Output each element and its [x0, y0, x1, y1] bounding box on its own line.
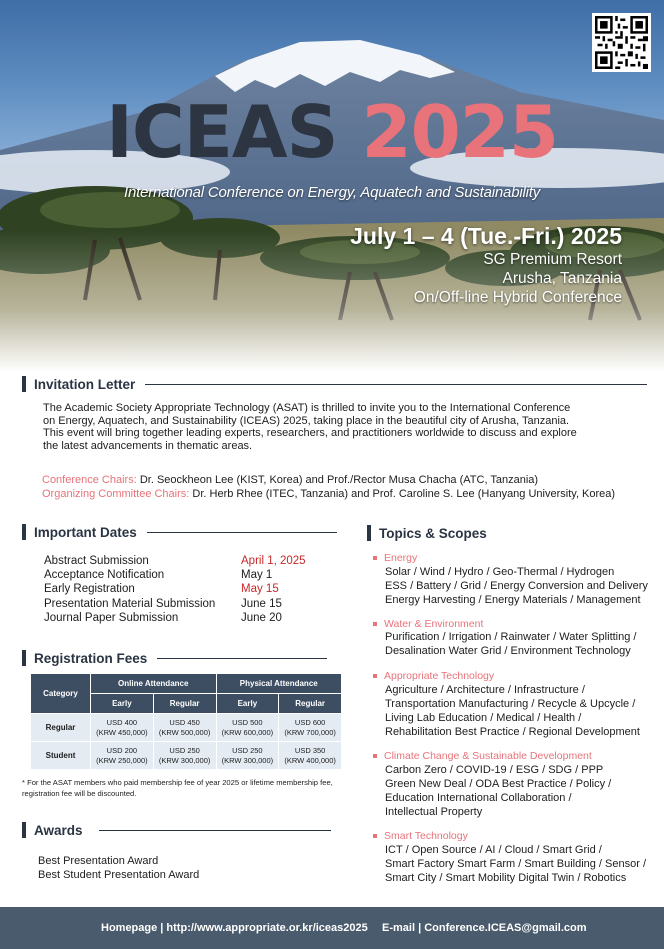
- topic-climate-lines: Carbon Zero / COVID-19 / ESG / SDG / PPP Green New Deal / ODA Best Practice / Policy / Education International Collaboration / Intellectual Property: [385, 764, 612, 818]
- header-category: Category: [31, 674, 91, 714]
- conference-chairs-label: Conference Chairs:: [42, 474, 137, 486]
- dates-heading: [22, 524, 337, 540]
- footer: [0, 907, 664, 949]
- awards-heading-text: Awards: [34, 822, 83, 838]
- header-regular: Regular: [279, 694, 342, 714]
- section-marker: [22, 650, 26, 666]
- topics-heading: [367, 525, 487, 541]
- invitation-line: This event will bring together leading experts, researchers, and practitioners worldwide to discuss and explore: [43, 427, 577, 439]
- date-row-journal: [44, 611, 282, 625]
- registration-fees-table: [30, 673, 342, 770]
- fee-cell: USD 600 (KRW 700,000): [279, 714, 342, 742]
- topic-climate-change: Climate Change & Sustainable Development: [373, 750, 592, 762]
- conference-chairs-names: Dr. Seockheon Lee (KIST, Korea) and Prof./Rector Musa Chacha (ATC, Tanzania): [136, 474, 539, 486]
- date-label: Presentation Material Submission: [44, 598, 216, 610]
- title-year: 2025: [361, 90, 558, 174]
- invitation-letter-body: [43, 402, 643, 452]
- award-item: Best Student Presentation Award: [38, 869, 200, 881]
- fee-discount-note: [22, 778, 357, 799]
- organizing-chairs-names: Dr. Herb Rhee (ITEC, Tanzania) and Prof. Caroline S. Lee (Hanyang University, Korea): [189, 488, 616, 500]
- topics-heading-text: Topics & Scopes: [379, 525, 487, 541]
- fee-cell: USD 250 (KRW 300,000): [216, 742, 279, 770]
- category-cell: Regular: [31, 714, 91, 742]
- invitation-line: The Academic Society Appropriate Technology (ASAT) is thrilled to invite you to the International Conference: [43, 402, 571, 414]
- award-item: Best Presentation Award: [38, 855, 159, 867]
- section-rule: [99, 830, 331, 831]
- hero-banner: [0, 0, 664, 372]
- qr-code[interactable]: [592, 13, 651, 72]
- header-regular: Regular: [153, 694, 216, 714]
- email-link[interactable]: E-mail | Conference.ICEAS@gmail.com: [382, 922, 587, 934]
- fee-cell: USD 500 (KRW 600,000): [216, 714, 279, 742]
- bullet-icon: [373, 674, 377, 678]
- homepage-link[interactable]: Homepage | http://www.appropriate.or.kr/iceas2025: [101, 922, 368, 934]
- bullet-icon: [373, 556, 377, 560]
- date-label: Early Registration: [44, 583, 135, 595]
- topic-energy: Energy: [373, 552, 417, 564]
- topic-smart-lines: ICT / Open Source / AI / Cloud / Smart Grid / Smart Factory Smart Farm / Smart Building / Sensor / Smart City / Smart Mobility Digital Twin / Robotics: [385, 844, 647, 884]
- table-row: [31, 742, 342, 770]
- invitation-heading-text: Invitation Letter: [34, 376, 136, 392]
- bullet-icon: [373, 622, 377, 626]
- fee-cell: USD 400 (KRW 450,000): [91, 714, 154, 742]
- date-value: May 15: [241, 583, 279, 595]
- title-name: ICEAS: [106, 90, 338, 174]
- section-marker: [22, 524, 26, 540]
- category-cell: Student: [31, 742, 91, 770]
- date-row-early-registration: [44, 582, 279, 596]
- bullet-icon: [373, 834, 377, 838]
- date-row-abstract: [44, 554, 306, 568]
- date-value: June 20: [241, 612, 282, 624]
- conference-title: [0, 92, 664, 172]
- topic-smart-technology: Smart Technology: [373, 830, 468, 842]
- date-row-presentation: [44, 597, 282, 611]
- section-marker: [22, 376, 26, 392]
- conference-venue: SG Premium Resort: [483, 251, 622, 268]
- fee-cell: USD 200 (KRW 250,000): [91, 742, 154, 770]
- organizing-chairs-label: Organizing Committee Chairs:: [42, 488, 190, 500]
- conference-location: Arusha, Tanzania: [502, 270, 622, 287]
- invitation-heading: [22, 376, 647, 392]
- topic-water-environment: Water & Environment: [373, 618, 483, 630]
- qr-code-icon: [595, 16, 648, 69]
- bullet-icon: [373, 754, 377, 758]
- topic-appropriate-lines: Agriculture / Architecture / Infrastructure / Transportation Manufacturing / Recycle & Upcycle / Living Lab Education / Medical / Health / Rehabilitation Best Practice / Regional Development: [385, 684, 640, 738]
- conference-subtitle: International Conference on Energy, Aquatech and Sustainability: [123, 184, 540, 201]
- date-value: June 15: [241, 598, 282, 610]
- section-marker: [22, 822, 26, 838]
- date-row-acceptance: [44, 568, 272, 582]
- topic-energy-lines: Solar / Wind / Hydro / Geo-Thermal / Hydrogen ESS / Battery / Grid / Energy Conversion and Delivery Energy Harvesting / Energy Materials / Management: [385, 566, 648, 606]
- fees-heading: [22, 650, 327, 666]
- date-label: Abstract Submission: [44, 555, 149, 567]
- table-row: [31, 714, 342, 742]
- section-rule: [157, 658, 327, 659]
- date-value: April 1, 2025: [241, 555, 306, 567]
- fee-note-line: * For the ASAT members who paid membership fee of year 2025 or lifetime membership fee,: [22, 778, 333, 787]
- conference-chairs: [42, 474, 538, 486]
- fee-note-line: registration fee will be discounted.: [22, 788, 137, 798]
- fee-cell: USD 350 (KRW 400,000): [279, 742, 342, 770]
- date-label: Journal Paper Submission: [44, 612, 179, 624]
- awards-heading: [22, 822, 331, 838]
- date-label: Acceptance Notification: [44, 569, 165, 581]
- section-rule: [145, 384, 647, 385]
- date-value: May 1: [241, 569, 273, 581]
- organizing-chairs: [42, 488, 615, 500]
- invitation-line: the latest advancements in thematic areas.: [43, 439, 253, 452]
- header-online: Online Attendance: [91, 674, 217, 694]
- header-early: Early: [91, 694, 154, 714]
- topic-water-lines: Purification / Irrigation / Rainwater / Water Splitting / Desalination Water Grid / Environment Technology: [385, 631, 637, 657]
- topic-appropriate-technology: Appropriate Technology: [373, 670, 494, 682]
- invitation-line: on Energy, Aquatech, and Sustainability (ICEAS) 2025, taking place in the beautiful city of Arusha, Tanzania.: [43, 414, 570, 427]
- section-rule: [147, 532, 337, 533]
- section-marker: [367, 525, 371, 541]
- dates-heading-text: Important Dates: [34, 524, 137, 540]
- conference-mode: On/Off-line Hybrid Conference: [413, 289, 622, 306]
- header-early: Early: [216, 694, 279, 714]
- header-physical: Physical Attendance: [216, 674, 342, 694]
- fee-cell: USD 450 (KRW 500,000): [153, 714, 216, 742]
- fees-heading-text: Registration Fees: [34, 650, 148, 666]
- fee-cell: USD 250 (KRW 300,000): [153, 742, 216, 770]
- conference-date: July 1 – 4 (Tue.-Fri.) 2025: [350, 223, 622, 249]
